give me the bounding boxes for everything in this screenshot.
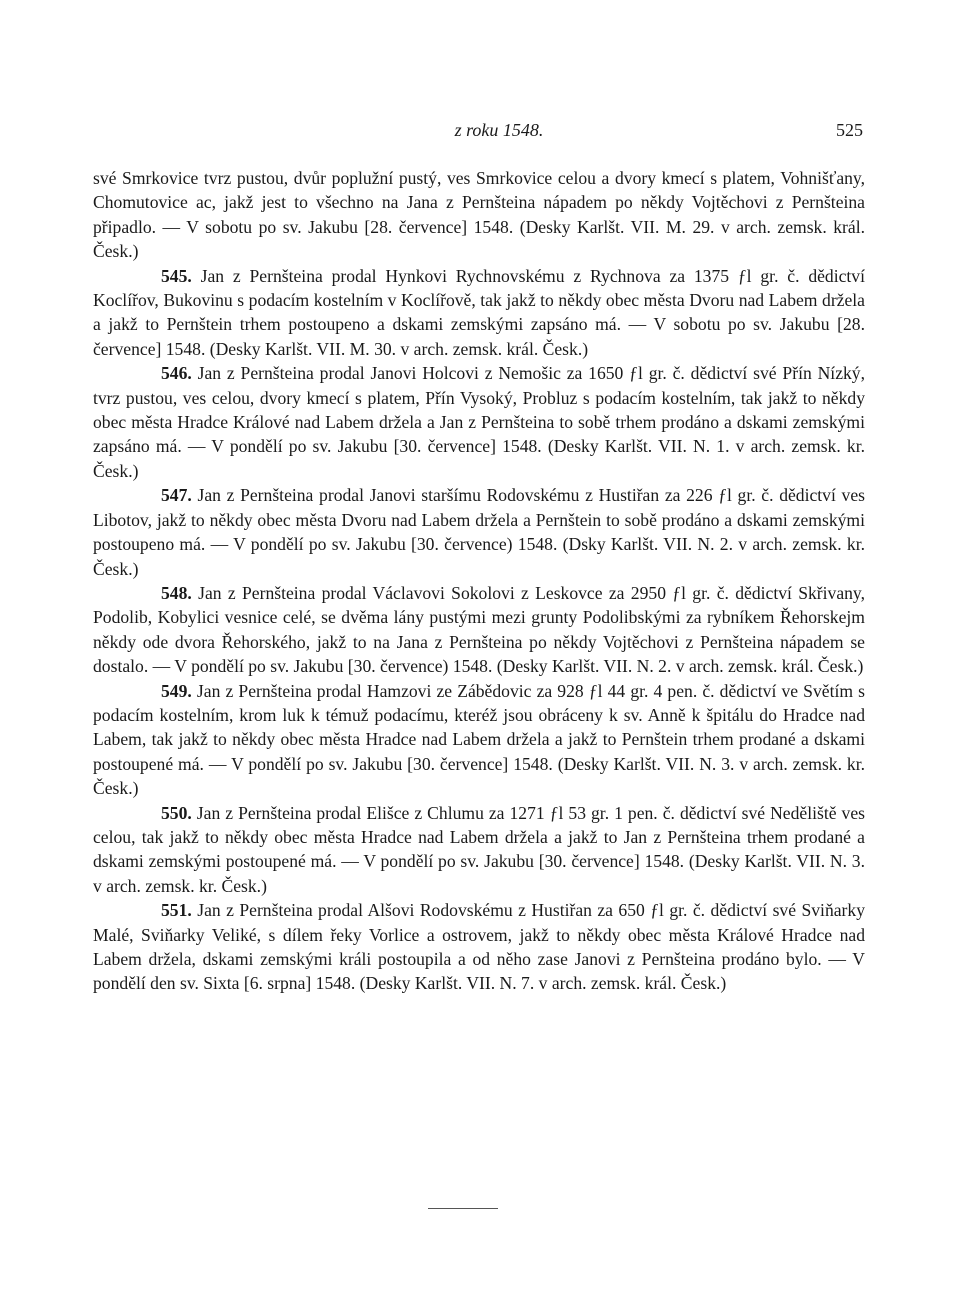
entry-text: Jan z Pernšteina prodal Alšovi Rodovskému z Hustiřan za 650 ƒl gr. č. dědictví své Sviňarky Malé, Sviňarky Veliké, s dílem řeky Vorlice a ostrovem, jakž to někdy obec města Králové Hradce nad Labem držela, dskami zemskými králi postoupila a od něho zase Janovi z Pernšteina prodáno bylo. — V pondělí den sv. Sixta [6. srpna] 1548. (Desky Karlšt. VII. N. 7. v arch. zemsk. král. Česk.) xyxy=(93,900,865,994)
entry-text: Jan z Pernšteina prodal Hynkovi Rychnovskému z Rychnova za 1375 ƒl gr. č. dědictví Koclířov, Bukovinu s podacím kostelním v Koclířově, tak jakž to někdy obec města Dvoru nad Labem držela a jakž to Pernštein trhem postoupeno a dskami zemskými zapsáno má. — V sobotu po sv. Jakubu [28. července] 1548. (Desky Karlšt. VII. M. 30. v arch. zemsk. král. Česk.) xyxy=(93,265,865,359)
intro-paragraph: své Smrkovice tvrz pustou, dvůr poplužní pustý, ves Smrkovice celou a dvory kmecí s platem, Vohnišťany, Chomutovice ac, jakž jest to všechno na Jana z Pernšteina nápadem po někdy Vojtěchovi z Pernšteina připadlo. — V sobotu po sv. Jakubu [28. července] 1548. (Desky Karlšt. VII. M. 29. v arch. zemsk. král. Česk.) xyxy=(93,168,865,262)
document-page xyxy=(93,120,865,996)
entry-number: 551. xyxy=(161,900,192,921)
page-header xyxy=(93,120,865,146)
entry-546 xyxy=(93,361,865,483)
entry-number: 548. xyxy=(161,582,192,603)
entry-number: 547. xyxy=(161,485,192,506)
entry-551 xyxy=(93,898,865,996)
entry-547 xyxy=(93,483,865,581)
entry-548 xyxy=(93,581,865,679)
page-number: 525 xyxy=(836,120,863,140)
entry-number: 545. xyxy=(161,265,192,286)
entry-549 xyxy=(93,679,865,801)
running-head: z roku 1548. xyxy=(454,120,544,140)
entry-text: Jan z Pernšteina prodal Václavovi Sokolovi z Leskovce za 2950 ƒl gr. č. dědictví Skřivany, Podolib, Kobylici vesnice celé, se dvěma lány pustými mezi grunty Podolibskými za rybníkem Řehorskejm někdy ode dvora Řehorského, jakž to na Jana z Pernšteina po někdy Vojtěchovi z Pernšteina nápadem se dostalo. — V pondělí po sv. Jakubu [30. července) 1548. (Desky Karlšt. VII. N. 2. v arch. zemsk. král. Česk.) xyxy=(93,582,865,677)
entry-text: Jan z Pernšteina prodal Janovi staršímu Rodovskému z Hustiřan za 226 ƒl gr. č. dědictví ves Libotov, jakž to někdy obec města Dvoru nad Labem držela a Pernštein to sobě prodáno a dskami zemskými postoupeno má. — V pondělí po sv. Jakubu [30. července) 1548. (Dsky Karlšt. VII. N. 2. v arch. zemsk. kr. Česk.) xyxy=(93,485,865,579)
entry-text: Jan z Pernšteina prodal Elišce z Chlumu za 1271 ƒl 53 gr. 1 pen. č. dědictví své Neděliště ves celou, tak jakž to někdy obec města Hradce nad Labem držela a jakž to Jan z Pernšteina trhem prodané a dskami zemskými postoupené má. — V pondělí po sv. Jakubu [30. července] 1548. (Desky Karlšt. VII. N. 3. v arch. zemsk. kr. Česk.) xyxy=(93,802,865,896)
document-body xyxy=(93,166,865,996)
entry-number: 546. xyxy=(161,363,192,384)
entry-text: Jan z Pernšteina prodal Hamzovi ze Zábědovic za 928 ƒl 44 gr. 4 pen. č. dědictví ve Světím s podacím kostelním, krom luk k témuž podacímu, kteréž jsou obráceny k sv. Anně k špitálu do Hradce nad Labem, tak jakž to někdy obec města Hradce nad Labem držela a jakž to Pernštein trhem prodané a dskami postoupené má. — V pondělí po sv. Jakubu [30. července] 1548. (Desky Karlšt. VII. N. 3. v arch. zemsk. kr. Česk.) xyxy=(93,680,865,799)
entry-number: 549. xyxy=(161,680,192,701)
entry-number: 550. xyxy=(161,802,192,823)
entry-text: Jan z Pernšteina prodal Janovi Holcovi z Nemošic za 1650 ƒl gr. č. dědictví své Přín Nízký, tvrz pustou, ves celou, dvory kmecí s platem, Přín Vysoký, Probluz s podacím kostelním, tak jakž to někdy obec města Hradce Králové nad Labem držela a Jan z Pernšteina to sobě trhem prodáno a dskami zemskými zapsáno má. — V pondělí po sv. Jakubu [30. července] 1548. (Desky Karlšt. VII. N. 1. v arch. zemsk. kr. Česk.) xyxy=(93,363,865,481)
entry-550 xyxy=(93,801,865,899)
entry-545 xyxy=(93,264,865,362)
end-rule xyxy=(428,1208,498,1209)
